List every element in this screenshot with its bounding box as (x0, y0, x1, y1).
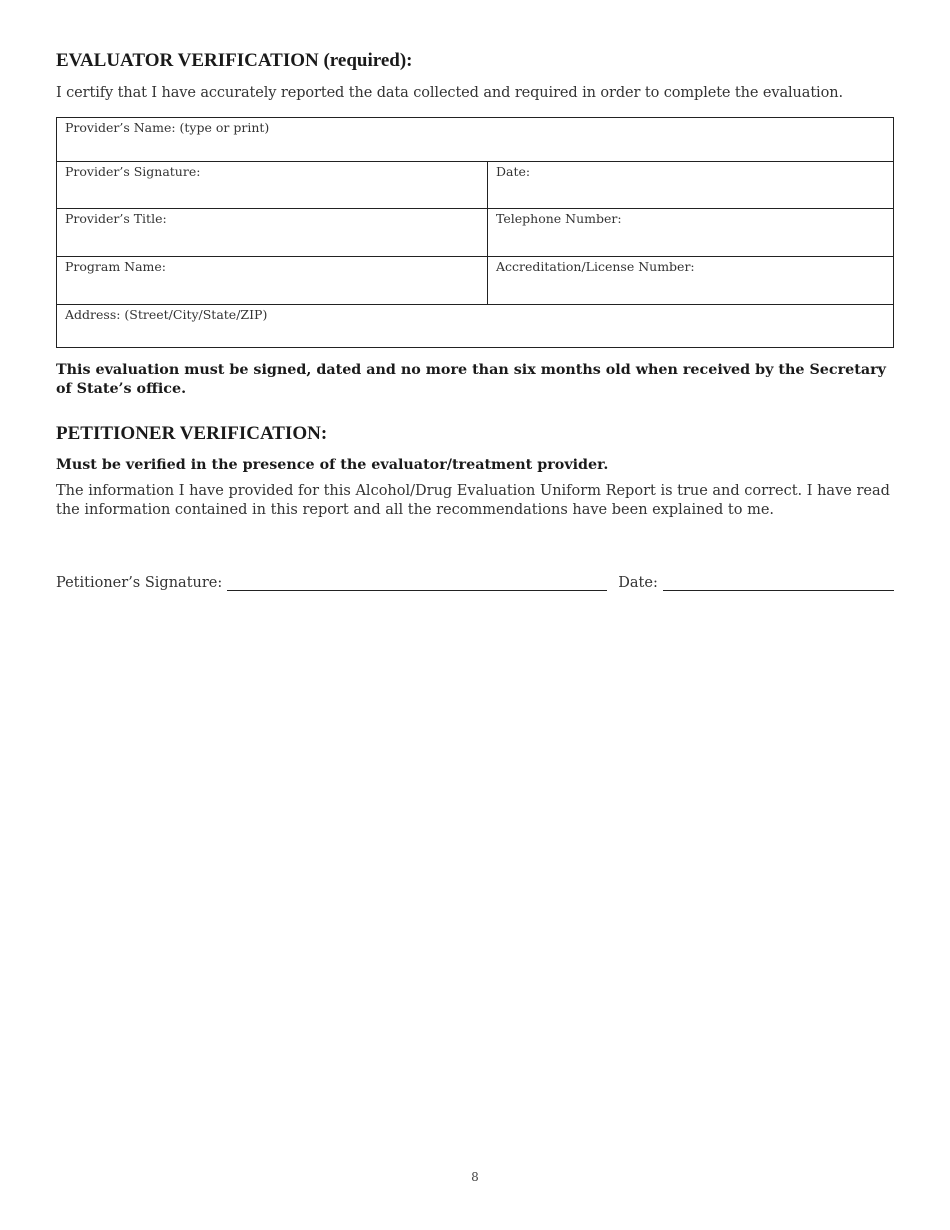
petitioner-date-label: Date: (618, 575, 658, 591)
provider-name-label: Provider’s Name: (type or print) (65, 120, 270, 135)
provider-name-field[interactable] (57, 118, 893, 161)
evaluator-date-field[interactable] (488, 162, 893, 208)
telephone-label: Telephone Number: (496, 211, 622, 226)
evaluator-date-label: Date: (496, 164, 531, 179)
evaluation-notice: This evaluation must be signed, dated and no more than six months old when received by the Secretary of State’s office. (56, 362, 886, 397)
accreditation-label: Accreditation/License Number: (496, 259, 695, 274)
petitioner-date-line[interactable] (663, 574, 894, 591)
form-row (57, 209, 893, 257)
form-page (56, 50, 894, 591)
provider-title-field[interactable] (57, 209, 488, 256)
accreditation-field[interactable] (488, 257, 893, 304)
petitioner-signature-row (56, 574, 894, 591)
address-label: Address: (Street/City/State/ZIP) (65, 307, 268, 322)
verification-requirement: Must be verified in the presence of the evaluator/treatment provider. (56, 457, 609, 473)
certify-statement: I certify that I have accurately reported the data collected and required in order to complete the evaluation. (56, 85, 843, 101)
telephone-field[interactable] (488, 209, 893, 256)
petitioner-heading: PETITIONER VERIFICATION: (56, 423, 328, 444)
page-number: 8 (471, 1170, 479, 1184)
address-field[interactable] (57, 305, 893, 347)
evaluator-form-table (56, 117, 894, 348)
petitioner-signature-line[interactable] (227, 574, 607, 591)
provider-signature-label: Provider’s Signature: (65, 164, 201, 179)
form-row (57, 305, 893, 347)
petitioner-statement: The information I have provided for this Alcohol/Drug Evaluation Uniform Report is true and correct. I have read the information contained in this report and all the recommendations have been explained to me. (56, 483, 890, 518)
form-row (57, 257, 893, 305)
petitioner-signature-label: Petitioner’s Signature: (56, 575, 223, 591)
form-row (57, 162, 893, 209)
form-row (57, 118, 893, 162)
program-name-label: Program Name: (65, 259, 167, 274)
provider-signature-field[interactable] (57, 162, 488, 208)
evaluator-heading: EVALUATOR VERIFICATION (required): (56, 50, 413, 71)
provider-title-label: Provider’s Title: (65, 211, 167, 226)
program-name-field[interactable] (57, 257, 488, 304)
